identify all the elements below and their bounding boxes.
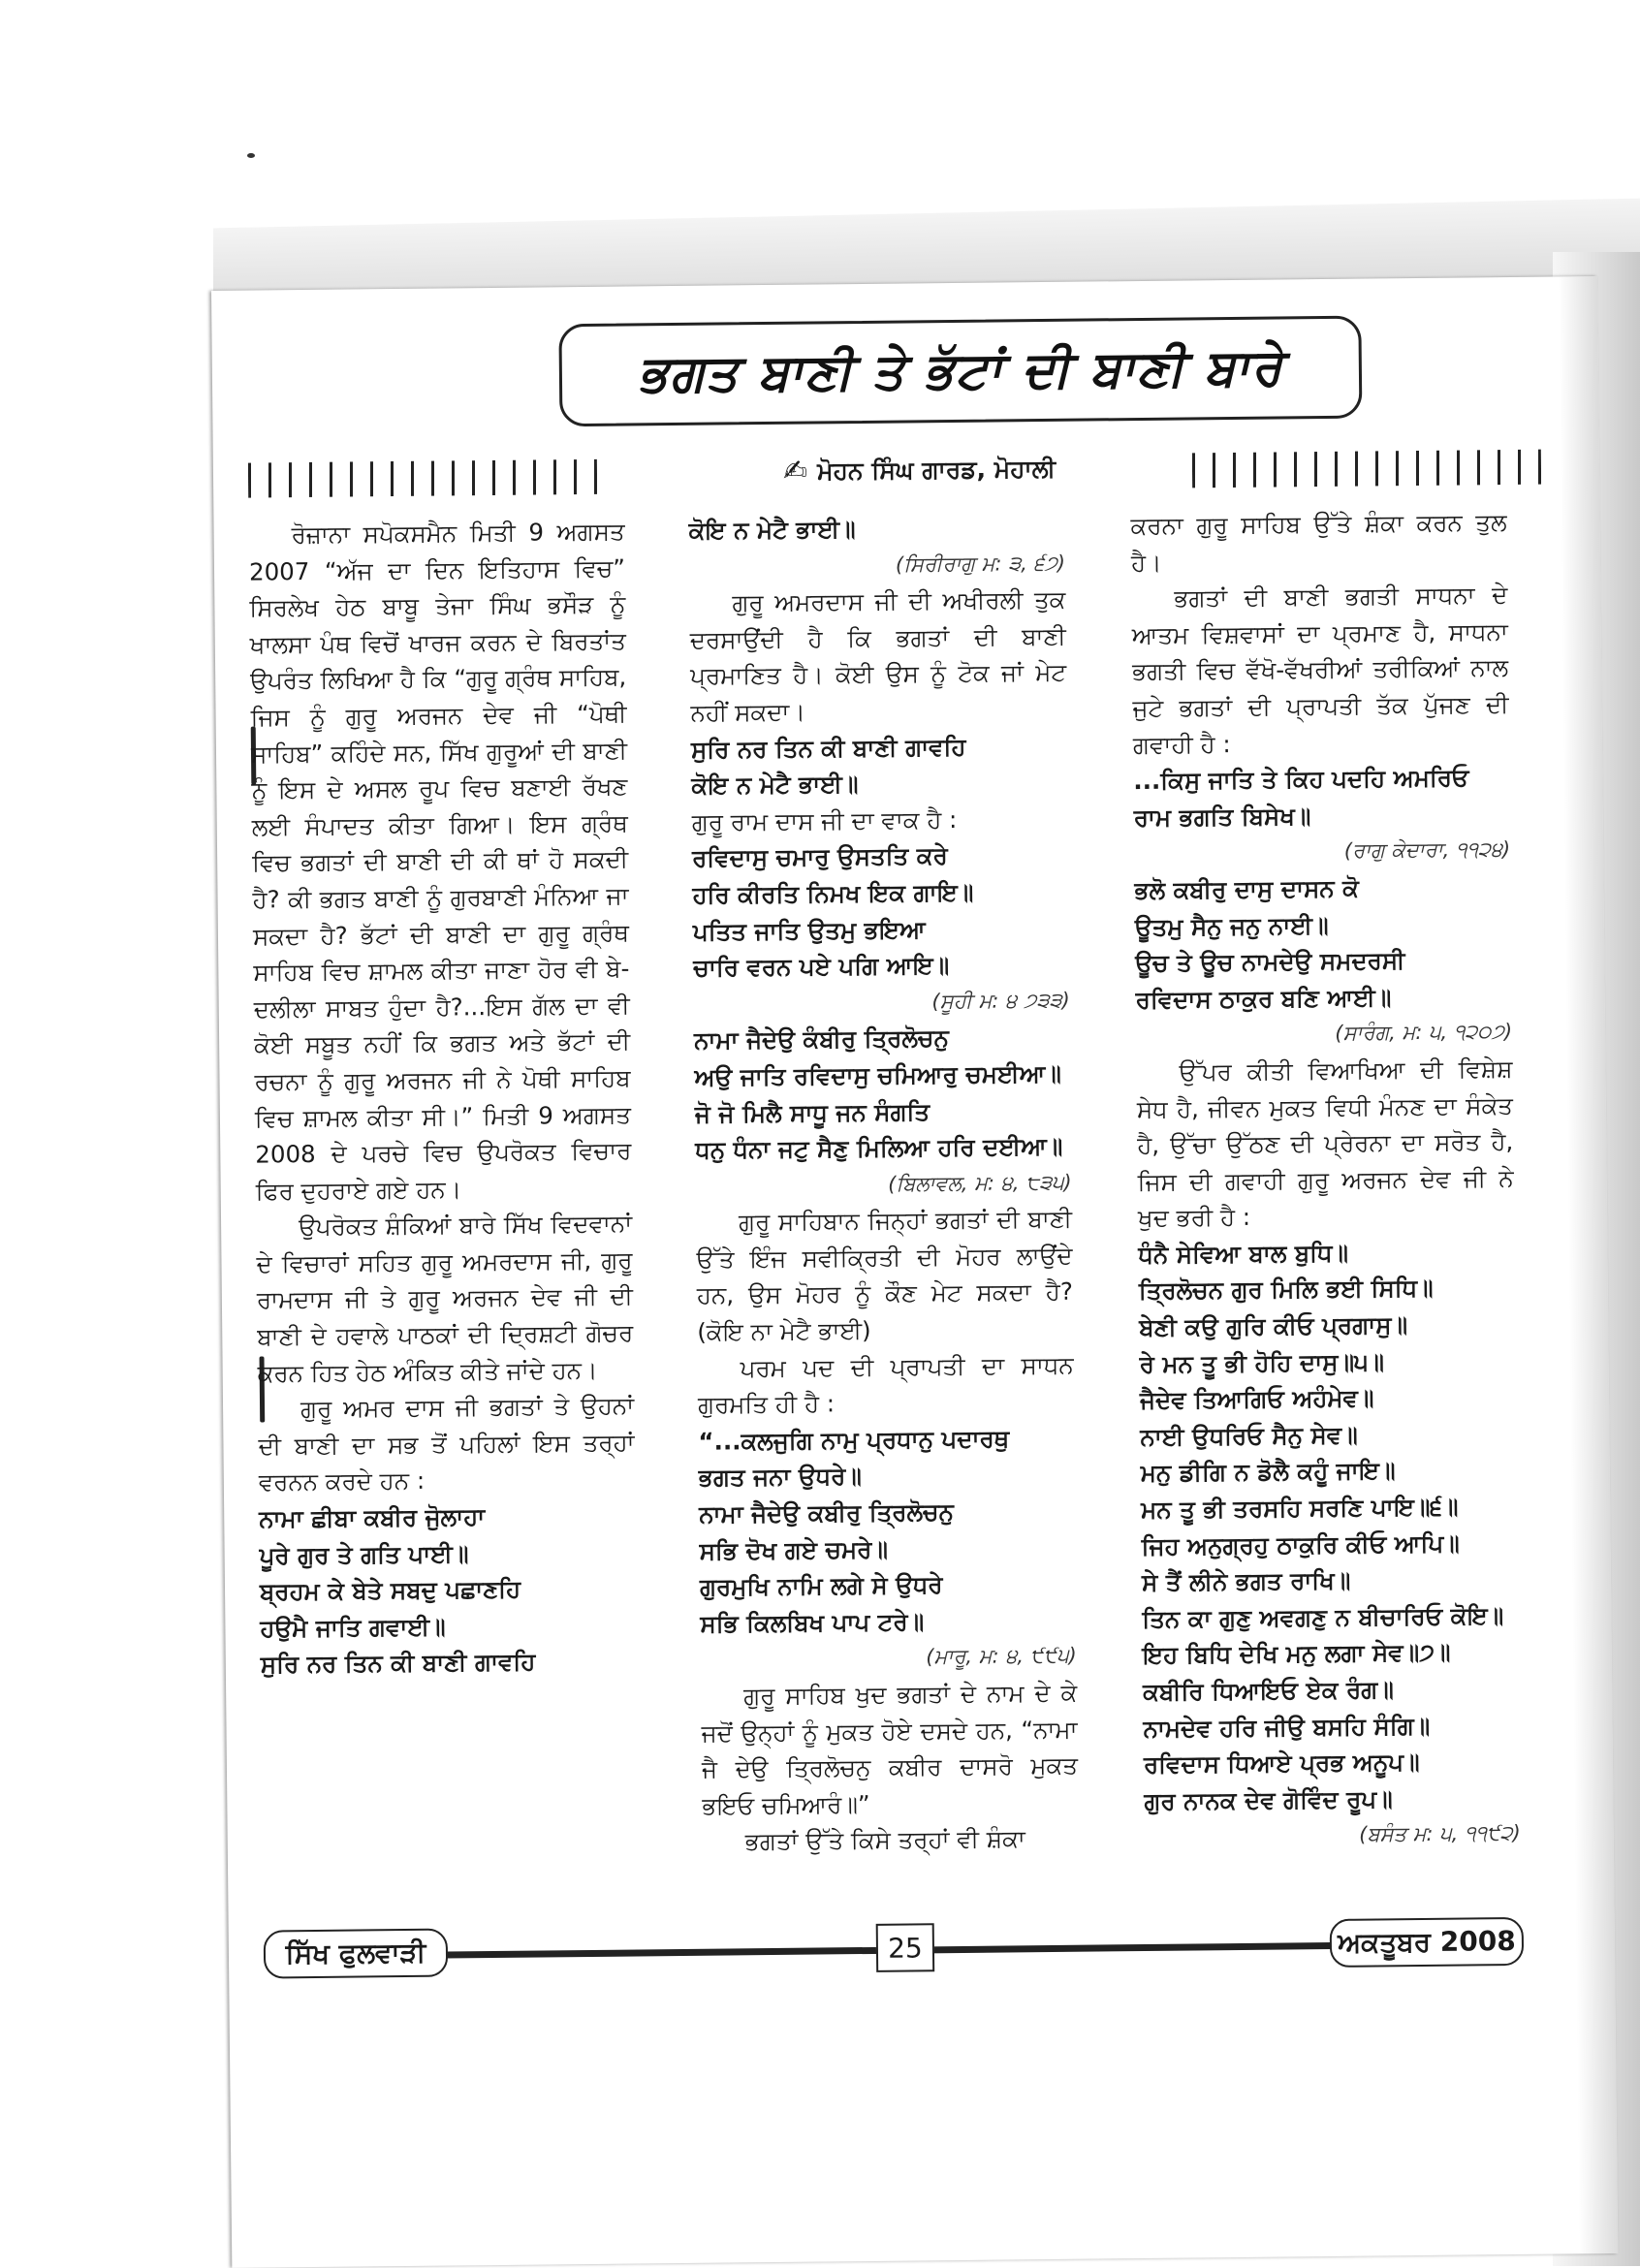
scripture-reference: (ਬਿਲਾਵਲ, ਮ: ੪, ੮੩੫) — [888, 1170, 1072, 1196]
verse-line: ਊਤਮੁ ਸੈਨੁ ਜਨੁ ਨਾਈ॥ — [1134, 910, 1329, 941]
page-footer — [264, 1917, 1525, 1985]
verse-line: ਊਚ ਤੇ ਊਚ ਨਾਮਦੇਉ ਸਮਦਰਸੀ — [1135, 946, 1405, 978]
verse-line: ਗੁਰ ਨਾਨਕ ਦੇਵ ਗੋਵਿੰਦ ਰੂਪ॥ — [1144, 1784, 1393, 1815]
verse-line: ਨਾਈ ਉਧਰਿਓ ਸੈਨੁ ਸੇਵ॥ — [1140, 1420, 1358, 1451]
author-name: ਮੋਹਨ ਸਿੰਘ ਗਾਰਡ, ਮੋਹਾਲੀ — [816, 454, 1057, 486]
paragraph: ਕਰਨਾ ਗੁਰੂ ਸਾਹਿਬ ਉੱਤੇ ਸ਼ੰਕਾ ਕਰਨ ਤੁਲ ਹੈ। — [1130, 508, 1507, 577]
verse-line: ਅਉ ਜਾਤਿ ਰਵਿਦਾਸੁ ਚਮਿਆਰੁ ਚਮਈਆ॥ — [694, 1058, 1061, 1091]
scripture-reference: (ਸਿਰੀਰਾਗੁ ਮ: ੩, ੬੭) — [895, 551, 1066, 577]
verse-line: ਸਭਿ ਕਿਲਬਿਖ ਪਾਪ ਟਰੇ॥ — [700, 1607, 925, 1638]
verse-line: ਰਵਿਦਾਸ ਧਿਆਏ ਪ੍ਰਭ ਅਨੂਪ॥ — [1143, 1748, 1420, 1780]
scripture-reference: (ਸਾਰੰਗ, ਮ: ੫, ੧੨੦੭) — [1335, 1020, 1513, 1046]
verse-line: ਰਾਮ ਭਗਤਿ ਬਿਸੇਖ॥ — [1133, 801, 1311, 832]
verse-line: ਨਾਮਾ ਛੀਬਾ ਕਬੀਰ ਜੋੁਲਾਹਾ — [259, 1502, 486, 1533]
verse-line: ਸਭਿ ਦੋਖ ਗਏ ਚਮਰੇ॥ — [699, 1534, 889, 1565]
verse-line: ਕਬੀਰਿ ਧਿਆਇਓ ਏਕ ਰੰਗ॥ — [1143, 1675, 1394, 1707]
verse-line: ਤ੍ਰਿਲੋਚਨ ਗੁਰ ਮਿਲਿ ਭਈ ਸਿਧਿ॥ — [1138, 1274, 1434, 1306]
verse-line: ਮਨ ਤੂ ਭੀ ਤਰਸਹਿ ਸਰਣਿ ਪਾਇ॥੬॥ — [1141, 1492, 1459, 1525]
verse-line: ਇਹ ਬਿਧਿ ਦੇਖਿ ਮਨੁ ਲਗਾ ਸੇਵ॥੭॥ — [1142, 1638, 1451, 1670]
verse-line: ਰਵਿਦਾਸ ਠਾਕੁਰ ਬਣਿ ਆਈ॥ — [1135, 983, 1392, 1014]
paragraph: ਉੱਪਰ ਕੀਤੀ ਵਿਆਖਿਆ ਦੀ ਵਿਸ਼ੇਸ਼ ਸੇਧ ਹੈ, ਜੀਵਨ ਮੁਕਤ ਵਿਧੀ ਮੰਨਣ ਦਾ ਸੰਕੇਤ ਹੈ, ਉੱਚਾ ਉੱਠਣ ਦੀ ਪ੍ਰੇਰਨਾ ਦਾ ਸਰੋਤ ਹੈ, ਜਿਸ ਦੀ ਗਵਾਹੀ ਗੁਰੂ ਅਰਜਨ ਦੇਵ ਜੀ ਨੇ ਖੁਦ ਭਰੀ ਹੈ : — [1136, 1054, 1514, 1233]
verse-line: ਧੰਨੈ ਸੇਵਿਆ ਬਾਲ ਬੁਧਿ॥ — [1138, 1238, 1349, 1269]
decorative-bars-left — [248, 459, 597, 498]
verse-line: ਬੇਣੀ ਕਉ ਗੁਰਿ ਕੀਓ ਪ੍ਰਗਾਸੁ॥ — [1139, 1310, 1408, 1342]
pen-icon: ✍ — [782, 454, 808, 488]
verse-line: “...ਕਲਜੁਗਿ ਨਾਮੁ ਪ੍ਰਧਾਨੁ ਪਦਾਰਥੁ — [698, 1424, 1010, 1456]
paragraph: ਗੁਰੂ ਰਾਮ ਦਾਸ ਜੀ ਦਾ ਵਾਕ ਹੈ : — [691, 804, 958, 836]
verse-line: ਕੋਇ ਨ ਮੇਟੈ ਭਾਈ॥ — [688, 515, 856, 545]
scripture-reference: (ਸੂਹੀ ਮ: ੪ ੭੩੩) — [931, 988, 1070, 1013]
verse-line: ਜੋ ਜੋ ਮਿਲੈ ਸਾਧੂ ਜਨ ਸੰਗਤਿ — [694, 1096, 930, 1128]
scan-speck — [247, 153, 255, 158]
scripture-reference: (ਰਾਗੁ ਕੇਦਾਰਾ, ੧੧੨੪) — [1343, 837, 1511, 864]
verse-line: ਚਾਰਿ ਵਰਨ ਪਏ ਪਗਿ ਆਇ॥ — [693, 951, 950, 982]
verse-line: ਸੁਰਿ ਨਰ ਤਿਨ ਕੀ ਬਾਣੀ ਗਾਵਹਿ — [690, 732, 966, 764]
verse-line: ਗੁਰਮੁਖਿ ਨਾਮਿ ਲਗੇ ਸੇ ਉਧਰੇ — [699, 1570, 943, 1602]
article-title: ਭਗਤ ਬਾਣੀ ਤੇ ਭੱਟਾਂ ਦੀ ਬਾਣੀ ਬਾਰੇ — [637, 337, 1283, 404]
magazine-name: ਸਿੱਖ ਫੁਲਵਾੜੀ — [264, 1929, 449, 1979]
verse-line: ਤਿਨ ਕਾ ਗੁਣੁ ਅਵਗਣੁ ਨ ਬੀਚਾਰਿਓ ਕੋਇ॥ — [1142, 1600, 1504, 1633]
verse-line: ਸੇ ਤੈਂ ਲੀਨੇ ਭਗਤ ਰਾਖਿ॥ — [1141, 1565, 1351, 1597]
verse-line: ਰੇ ਮਨ ਤੂ ਭੀ ਹੋਹਿ ਦਾਸੁ॥੫॥ — [1139, 1347, 1385, 1378]
paragraph: ਪਰਮ ਪਦ ਦੀ ਪ੍ਰਾਪਤੀ ਦਾ ਸਾਧਨ ਗੁਰਮਤਿ ਹੀ ਹੈ : — [697, 1350, 1074, 1420]
magazine-page — [211, 276, 1618, 2268]
verse-line: ਨਾਮਾ ਜੈਦੇਉ ਕੰਬੀਰੁ ਤ੍ਰਿਲੋਚਨੁ — [693, 1024, 949, 1055]
article-title-box — [558, 316, 1362, 427]
verse-line: ਬ੍ਰਹਮ ਕੇ ਬੇਤੇ ਸਬਦੁ ਪਛਾਣਹਿ — [259, 1574, 521, 1606]
verse-line: ਕੋਇ ਨ ਮੇਟੈ ਭਾਈ॥ — [691, 770, 859, 800]
verse-line: ਧਨੁ ਧੰਨਾ ਜਟੁ ਸੈਣੁ ਮਿਲਿਆ ਹਰਿ ਦਈਆ॥ — [695, 1131, 1063, 1164]
verse-line: ਰਵਿਦਾਸੁ ਚਮਾਰੁ ਉਸਤਤਿ ਕਰੇ — [692, 841, 948, 873]
paragraph: ਭਗਤਾਂ ਦੀ ਬਾਣੀ ਭਗਤੀ ਸਾਧਨਾ ਦੇ ਆਤਮ ਵਿਸ਼ਵਾਸਾਂ ਦਾ ਪ੍ਰਮਾਣ ਹੈ, ਸਾਧਨਾ ਭਗਤੀ ਵਿਚ ਵੱਖੋ-ਵੱਖਰੀਆਂ ਤਰੀਕਿਆਂ ਨਾਲ ਜੁਟੇ ਭਗਤਾਂ ਦੀ ਪ੍ਰਾਪਤੀ ਤੱਕ ਪੁੱਜਣ ਦੀ ਗਵਾਹੀ ਹੈ : — [1131, 581, 1509, 759]
verse-line: ਨਾਮਾ ਜੈਦੇਉ ਕਬੀਰੁ ਤ੍ਰਿਲੋਚਨੁ — [699, 1497, 955, 1528]
verse-line: ਮਨੁ ਡੀਗਿ ਨ ਡੋਲੈ ਕਹੂੰ ਜਾਇ॥ — [1140, 1456, 1396, 1488]
decorative-bars-right — [1192, 450, 1541, 488]
verse-line: ਪੂਰੇ ਗੁਰ ਤੇ ਗਤਿ ਪਾਈ॥ — [259, 1538, 469, 1570]
text-column-2 — [688, 509, 1079, 1861]
verse-line: ...ਕਿਸੁ ਜਾਤਿ ਤੇ ਕਿਹ ਪਦਹਿ ਅਮਰਿਓ — [1133, 763, 1469, 796]
paragraph: ਗੁਰੂ ਸਾਹਿਬ ਖੁਦ ਭਗਤਾਂ ਦੇ ਨਾਮ ਦੇ ਕੇ ਜਦੋਂ ਉਨ੍ਹਾਂ ਨੂੰ ਮੁਕਤ ਹੋਏ ਦਸਦੇ ਹਨ, “ਨਾਮਾ ਜੈ ਦੇਉ ਤ੍ਰਿਲੋਚਨੁ ਕਬੀਰ ਦਾਸਰੋ ਮੁਕਤ ਭਇਓ ਚਮਿਆਰੰ॥” — [701, 1678, 1079, 1820]
verse-line: ਪਤਿਤ ਜਾਤਿ ਉਤਮੁ ਭਇਆ — [692, 914, 926, 946]
verse-line: ਭਲੋ ਕਬੀਰੁ ਦਾਸੁ ਦਾਸਨ ਕੋ — [1134, 873, 1360, 904]
verse-line: ਜੈਦੇਵ ਤਿਆਗਿਓ ਅਹੰਮੇਵ॥ — [1139, 1383, 1374, 1415]
paragraph: ਉਪਰੋਕਤ ਸ਼ੰਕਿਆਂ ਬਾਰੇ ਸਿੱਖ ਵਿਦਵਾਨਾਂ ਦੇ ਵਿਚਾਰਾਂ ਸਹਿਤ ਗੁਰੂ ਅਮਰਦਾਸ ਜੀ, ਗੁਰੂ ਰਾਮਦਾਸ ਜੀ ਤੇ ਗੁਰੂ ਅਰਜਨ ਦੇਵ ਜੀ ਦੀ ਬਾਣੀ ਦੇ ਹਵਾਲੇ ਪਾਠਕਾਂ ਦੀ ਦ੍ਰਿਸ਼ਟੀ ਗੋਚਰ ਕਰਨ ਹਿਤ ਹੇਠ ਅੰਕਿਤ ਕੀਤੇ ਜਾਂਦੇ ਹਨ। — [256, 1209, 634, 1388]
verse-line: ਹਰਿ ਕੀਰਤਿ ਨਿਮਖ ਇਕ ਗਾਇ॥ — [692, 877, 974, 909]
verse-line: ਨਾਮਦੇਵ ਹਰਿ ਜੀਉ ਬਸਹਿ ਸੰਗਿ॥ — [1143, 1711, 1431, 1743]
paragraph: ਗੁਰੂ ਅਮਰਦਾਸ ਜੀ ਦੀ ਅਖੀਰਲੀ ਤੁਕ ਦਰਸਾਉਂਦੀ ਹੈ ਕਿ ਭਗਤਾਂ ਦੀ ਬਾਣੀ ਪ੍ਰਮਾਣਿਤ ਹੈ। ਕੋਈ ਉਸ ਨੂੰ ਟੋਕ ਜਾਂ ਮੇਟ ਨਹੀਂ ਸਕਦਾ। — [689, 584, 1067, 727]
verse-line: ਹਉਮੈ ਜਾਤਿ ਗਵਾਈ॥ — [260, 1612, 446, 1643]
verse-line: ਸੁਰਿ ਨਰ ਤਿਨ ਕੀ ਬਾਣੀ ਗਾਵਹਿ — [260, 1647, 536, 1679]
paragraph: ਗੁਰੂ ਸਾਹਿਬਾਨ ਜਿਨ੍ਹਾਂ ਭਗਤਾਂ ਦੀ ਬਾਣੀ ਉੱਤੇ ਇੰਜ ਸਵੀਕ੍ਰਿਤੀ ਦੀ ਮੋਹਰ ਲਾਉਂਦੇ ਹਨ, ਉਸ ਮੋਹਰ ਨੂੰ ਕੌਣ ਮੇਟ ਸਕਦਾ ਹੈ? (ਕੋਇ ਨਾ ਮੇਟੈ ਭਾਈ) — [696, 1205, 1074, 1346]
verse-line: ਜਿਹ ਅਨੁਗ੍ਰਹੁ ਠਾਕੁਰਿ ਕੀਓ ਆਪਿ॥ — [1141, 1528, 1460, 1560]
text-column-3 — [1130, 504, 1521, 1856]
scripture-reference: (ਮਾਰੂ, ਮ: ੪, ੯੯੫) — [926, 1644, 1077, 1669]
issue-date: ਅਕਤੂਬਰ 2008 — [1330, 1917, 1525, 1968]
paragraph: ਰੋਜ਼ਾਨਾ ਸਪੋਕਸਮੈਨ ਮਿਤੀ 9 ਅਗਸਤ 2007 “ਅੱਜ ਦਾ ਦਿਨ ਇਤਿਹਾਸ ਵਿਚ” ਸਿਰਲੇਖ ਹੇਠ ਬਾਬੂ ਤੇਜਾ ਸਿੰਘ ਭਸੌੜ ਨੂੰ ਖਾਲਸਾ ਪੰਥ ਵਿਚੋਂ ਖਾਰਜ ਕਰਨ ਦੇ ਬਿਰਤਾਂਤ ਉਪਰੰਤ ਲਿਖਿਆ ਹੈ ਕਿ “ਗੁਰੂ ਗ੍ਰੰਥ ਸਾਹਿਬ, ਜਿਸ ਨੂੰ ਗੁਰੂ ਅਰਜਨ ਦੇਵ ਜੀ “ਪੋਥੀ ਸਾਹਿਬ” ਕਹਿੰਦੇ ਸਨ, ਸਿੱਖ ਗੁਰੂਆਂ ਦੀ ਬਾਣੀ ਨੂੰ ਇਸ ਦੇ ਅਸਲ ਰੂਪ ਵਿਚ ਬਣਾਈ ਰੱਖਣ ਲਈ ਸੰਪਾਦਤ ਕੀਤਾ ਗਿਆ। ਇਸ ਗ੍ਰੰਥ ਵਿਚ ਭਗਤਾਂ ਦੀ ਬਾਣੀ ਦੀ ਕੀ ਥਾਂ ਹੋ ਸਕਦੀ ਹੈ? ਕੀ ਭਗਤ ਬਾਣੀ ਨੂੰ ਗੁਰਬਾਣੀ ਮੰਨਿਆ ਜਾ ਸਕਦਾ ਹੈ? ਭੱਟਾਂ ਦੀ ਬਾਣੀ ਦਾ ਗੁਰੂ ਗ੍ਰੰਥ ਸਾਹਿਬ ਵਿਚ ਸ਼ਾਮਲ ਕੀਤਾ ਜਾਣਾ ਹੋਰ ਵੀ ਬੇ-ਦਲੀਲਾ ਸਾਬਤ ਹੁੰਦਾ ਹੈ?...ਇਸ ਗੱਲ ਦਾ ਵੀ ਕੋਈ ਸਬੂਤ ਨਹੀਂ ਕਿ ਭਗਤ ਅਤੇ ਭੱਟਾਂ ਦੀ ਰਚਨਾ ਨੂੰ ਗੁਰੂ ਅਰਜਨ ਜੀ ਨੇ ਪੋਥੀ ਸਾਹਿਬ ਵਿਚ ਸ਼ਾਮਲ ਕੀਤਾ ਸੀ।” ਮਿਤੀ 9 ਅਗਸਤ 2008 ਦੇ ਪਰਚੇ ਵਿਚ ਉਪਰੋਕਤ ਵਿਚਾਰ ਫਿਰ ਦੁਹਰਾਏ ਗਏ ਹਨ। — [248, 517, 632, 1206]
paragraph: ਭਗਤਾਂ ਉੱਤੇ ਕਿਸੇ ਤਰ੍ਹਾਂ ਵੀ ਸ਼ੰਕਾ — [744, 1824, 1025, 1856]
page-number: 25 — [876, 1923, 935, 1972]
verse-line: ਭਗਤ ਜਨਾ ਉਧਰੇ॥ — [698, 1462, 862, 1493]
scripture-reference: (ਬਸੰਤ ਮ: ੫, ੧੧੯੨) — [1359, 1821, 1521, 1847]
paragraph: ਗੁਰੂ ਅਮਰ ਦਾਸ ਜੀ ਭਗਤਾਂ ਤੇ ਉਹਨਾਂ ਦੀ ਬਾਣੀ ਦਾ ਸਭ ਤੋਂ ਪਹਿਲਾਂ ਇਸ ਤਰ੍ਹਾਂ ਵਰਨਨ ਕਰਦੇ ਹਨ : — [258, 1391, 635, 1496]
text-column-1 — [248, 514, 637, 1684]
